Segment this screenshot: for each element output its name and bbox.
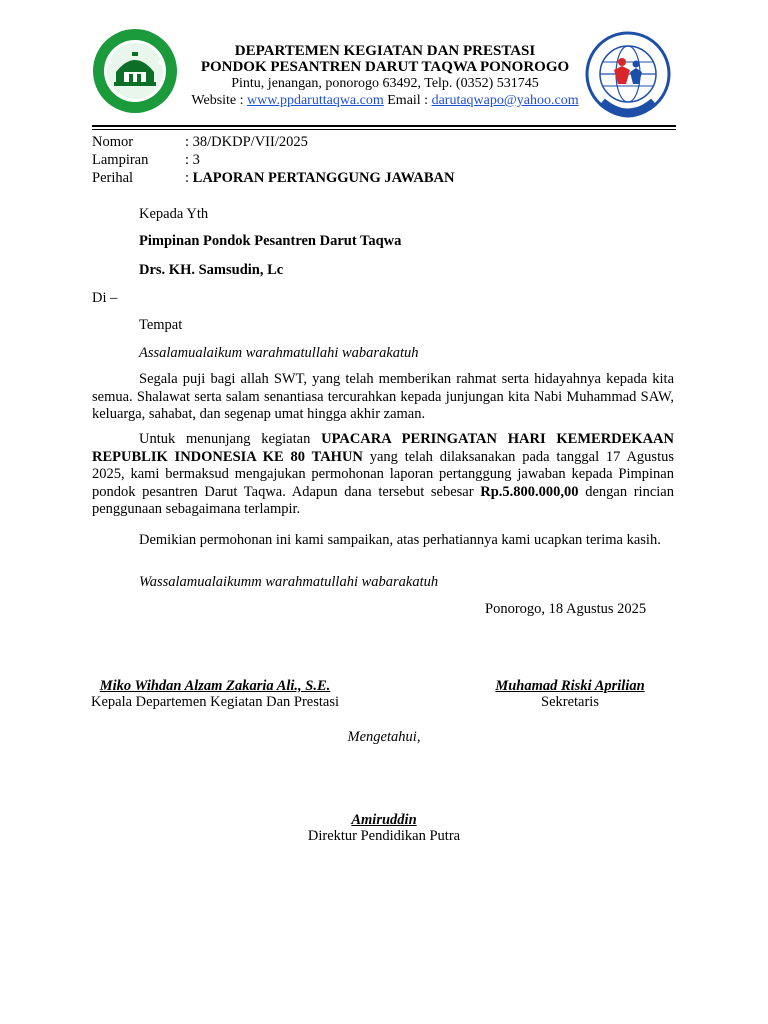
left-signatory-title: Kepala Departemen Kegiatan Dan Prestasi xyxy=(90,694,339,710)
recipient-line-2: Drs. KH. Samsudin, Lc xyxy=(139,262,284,278)
p2-middle: yang telah dilaksanakan pada tanggal 17 Agustus 2025, kami bermaksud mengajukan permohonan laporan pertanggung jawaban kepada Pimpinan pondok pesantren Darut Taqwa. Adapun dana tersebut sebesar xyxy=(92,448,674,500)
recipient-line-1: Pimpinan Pondok Pesantren Darut Taqwa xyxy=(139,233,402,249)
school-address: Pintu, jenangan, ponorogo 63492, Telp. (0352) 531745 xyxy=(231,76,539,91)
lampiran-label: Lampiran xyxy=(92,152,149,168)
mengetahui-comma: , xyxy=(416,729,421,745)
paragraph-1: Segala puji bagi allah SWT, yang telah memberikan rahmat serta hidayahnya kepada kita semua. Shalawat serta salam senantiasa tercurahkan kepada junjungan kita Nabi Muhammad SAW, keluarga, sahabat, dan segenap umat hingga akhir zaman. xyxy=(92,371,674,422)
mengetahui-text: Mengetahui xyxy=(347,729,417,745)
perihal-row xyxy=(92,169,676,187)
opening-salam: Assalamualaikum warahmatullahi wabarakatuh xyxy=(139,345,419,361)
nomor-label: Nomor xyxy=(92,134,134,150)
bottom-signatory-title: Direktur Pendidikan Putra xyxy=(307,828,461,844)
school-name: PONDOK PESANTREN DARUT TAQWA PONOROGO xyxy=(200,59,570,75)
kepada-yth: Kepada Yth xyxy=(139,206,209,222)
paragraph-2 xyxy=(92,431,674,519)
p2-intro: Untuk menunjang kegiatan xyxy=(139,431,322,447)
perihal-label: Perihal xyxy=(92,170,134,186)
perihal-colon: : xyxy=(185,170,193,186)
p2-amount: Rp.5.800.000,00 xyxy=(480,483,579,500)
closing-salam: Wassalamualaikumm warahmatullahi wabarakatuh xyxy=(139,574,439,590)
nomor-row xyxy=(92,133,676,151)
lampiran-value: : 3 xyxy=(185,152,200,168)
department-logo xyxy=(584,28,672,124)
department-name: DEPARTEMEN KEGIATAN DAN PRESTASI xyxy=(234,43,536,59)
di-label: Di – xyxy=(92,290,118,306)
place-date: Ponorogo, 18 Agustus 2025 xyxy=(485,601,647,617)
left-signatory-name: Miko Wihdan Alzam Zakaria Ali., S.E. xyxy=(99,678,331,694)
website-label: Website : xyxy=(191,93,248,108)
right-signatory-name: Muhamad Riski Aprilian xyxy=(495,678,645,694)
email-link[interactable]: darutaqwapo@yahoo.com xyxy=(431,93,579,108)
right-signatory-title: Sekretaris xyxy=(541,694,599,710)
website-link[interactable]: www.ppdaruttaqwa.com xyxy=(247,93,384,108)
p2-event: UPACARA PERINGATAN HARI KEMERDEKAAN REPUBLIK INDONESIA KE 80 TAHUN xyxy=(92,431,674,465)
paragraph-3: Demikian permohonan ini kami sampaikan, atas perhatiannya kami ucapkan terima kasih. xyxy=(139,532,661,548)
mengetahui-label xyxy=(284,729,484,746)
header-rule-thick xyxy=(92,125,676,127)
header-rule-thin xyxy=(92,129,676,130)
contact-line xyxy=(160,93,610,109)
perihal-value: LAPORAN PERTANGGUNG JAWABAN xyxy=(192,170,455,186)
email-label: Email : xyxy=(383,93,432,108)
tempat-label: Tempat xyxy=(139,317,183,333)
nomor-value: : 38/DKDP/VII/2025 xyxy=(185,134,308,150)
lampiran-row xyxy=(92,151,676,169)
p2-end: dengan rincian penggunaan sebagaimana terlampir. xyxy=(92,483,674,517)
bottom-signatory-name: Amiruddin xyxy=(351,812,417,828)
